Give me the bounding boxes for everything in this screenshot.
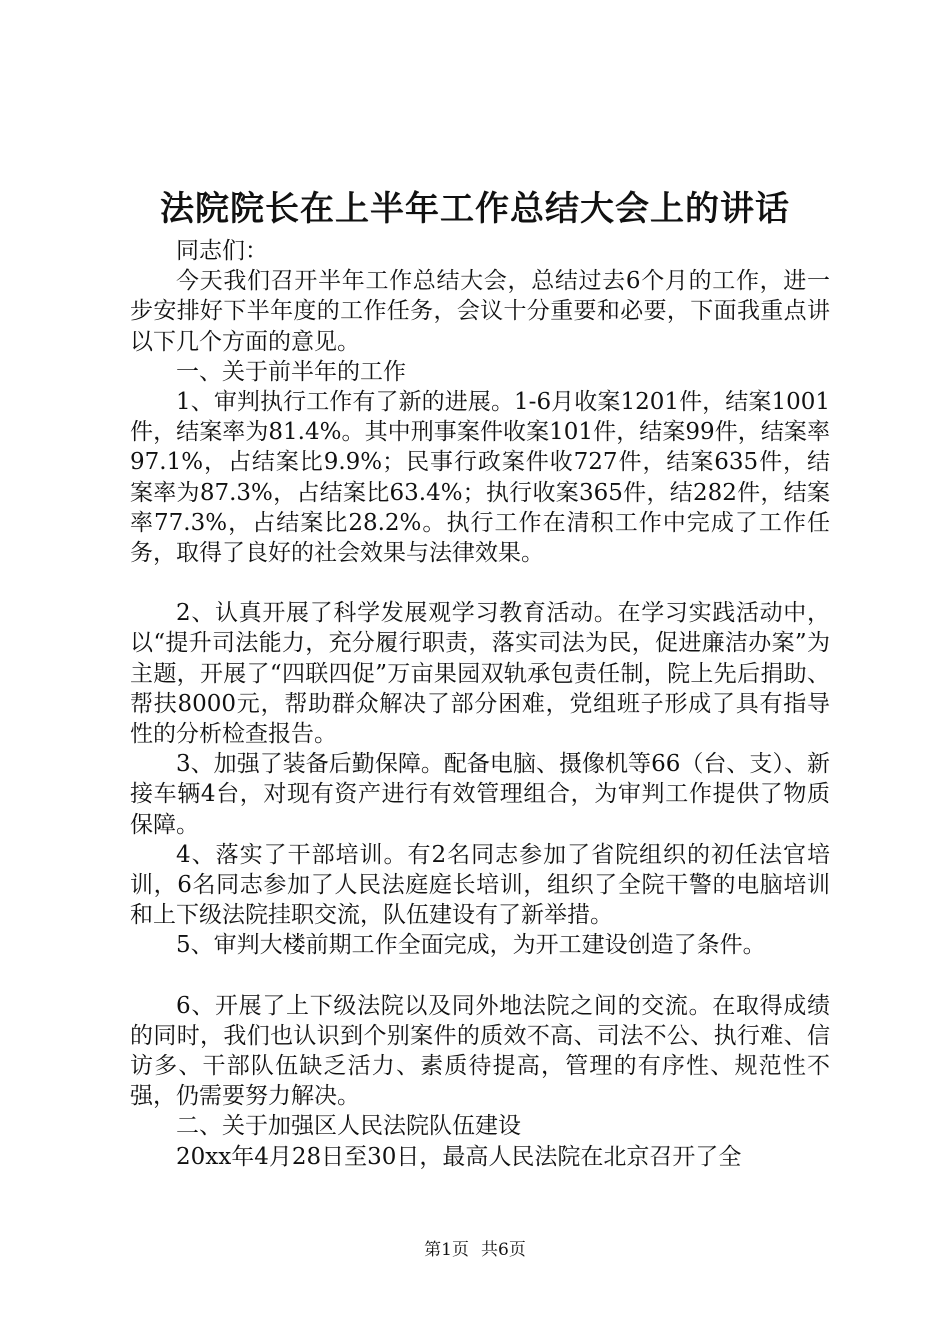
section-2-paragraph: 20xx年4月28日至30日，最高人民法院在北京召开了全 <box>176 1143 742 1170</box>
document-title: 法院院长在上半年工作总结大会上的讲话 <box>160 189 790 229</box>
item-6-paragraph: 6、开展了上下级法院以及同外地法院之间的交流。在取得成绩的同时，我们也认识到个别案件的质效不高、司法不公、执行难、信访多、干部队伍缺乏活力、素质待提高，管理的有序性、规范性不强，仍需要努力解决。 <box>130 992 830 1110</box>
section-heading-1: 一、关于前半年的工作 <box>176 358 406 385</box>
page-footer <box>0 1238 950 1262</box>
item-1-paragraph: 1、审判执行工作有了新的进展。1-6月收案1201件，结案1001件，结案率为81.4%。其中刑事案件收案101件，结案99件，结案率97.1%，占结案比9.9%；民事行政案件收727件，结案635件，结案率为87.3%，占结案比63.4%；执行收案365件，结282件，结案率77.3%，占结案比28.2%。执行工作在清积工作中完成了工作任务，取得了良好的社会效果与法律效果。 <box>130 389 830 567</box>
paragraph-spacer <box>130 961 830 991</box>
item-3-paragraph: 3、加强了装备后勤保障。配备电脑、摄像机等66（台、支）、新接车辆4台，对现有资产进行有效管理组合，为审判工作提供了物质保障。 <box>130 751 830 838</box>
item-2-paragraph: 2、认真开展了科学发展观学习教育活动。在学习实践活动中，以“提升司法能力，充分履行职责，落实司法为民，促进廉洁办案”为主题，开展了“四联四促”万亩果园双轨承包责任制，院上先后捐助、帮扶8000元，帮助群众解决了部分困难，党组班子形成了具有指导性的分析检查报告。 <box>130 600 830 748</box>
page-number: 第1页 <box>424 1240 469 1260</box>
salutation: 同志们： <box>176 238 268 264</box>
document-body <box>130 236 830 1172</box>
item-4-paragraph: 4、落实了干部培训。有2名同志参加了省院组织的初任法官培训，6名同志参加了人民法庭庭长培训，组织了全院干警的电脑培训和上下级法院挂职交流，队伍建设有了新举措。 <box>130 841 830 929</box>
section-heading-2: 二、关于加强区人民法院队伍建设 <box>176 1113 521 1140</box>
opening-paragraph: 今天我们召开半年工作总结大会，总结过去6个月的工作，进一步安排好下半年度的工作任务，会议十分重要和必要，下面我重点讲以下几个方面的意见。 <box>130 268 830 355</box>
page-total: 共6页 <box>481 1240 526 1260</box>
item-5-paragraph: 5、审判大楼前期工作全面完成，为开工建设创造了条件。 <box>176 932 766 959</box>
paragraph-spacer <box>130 568 830 598</box>
